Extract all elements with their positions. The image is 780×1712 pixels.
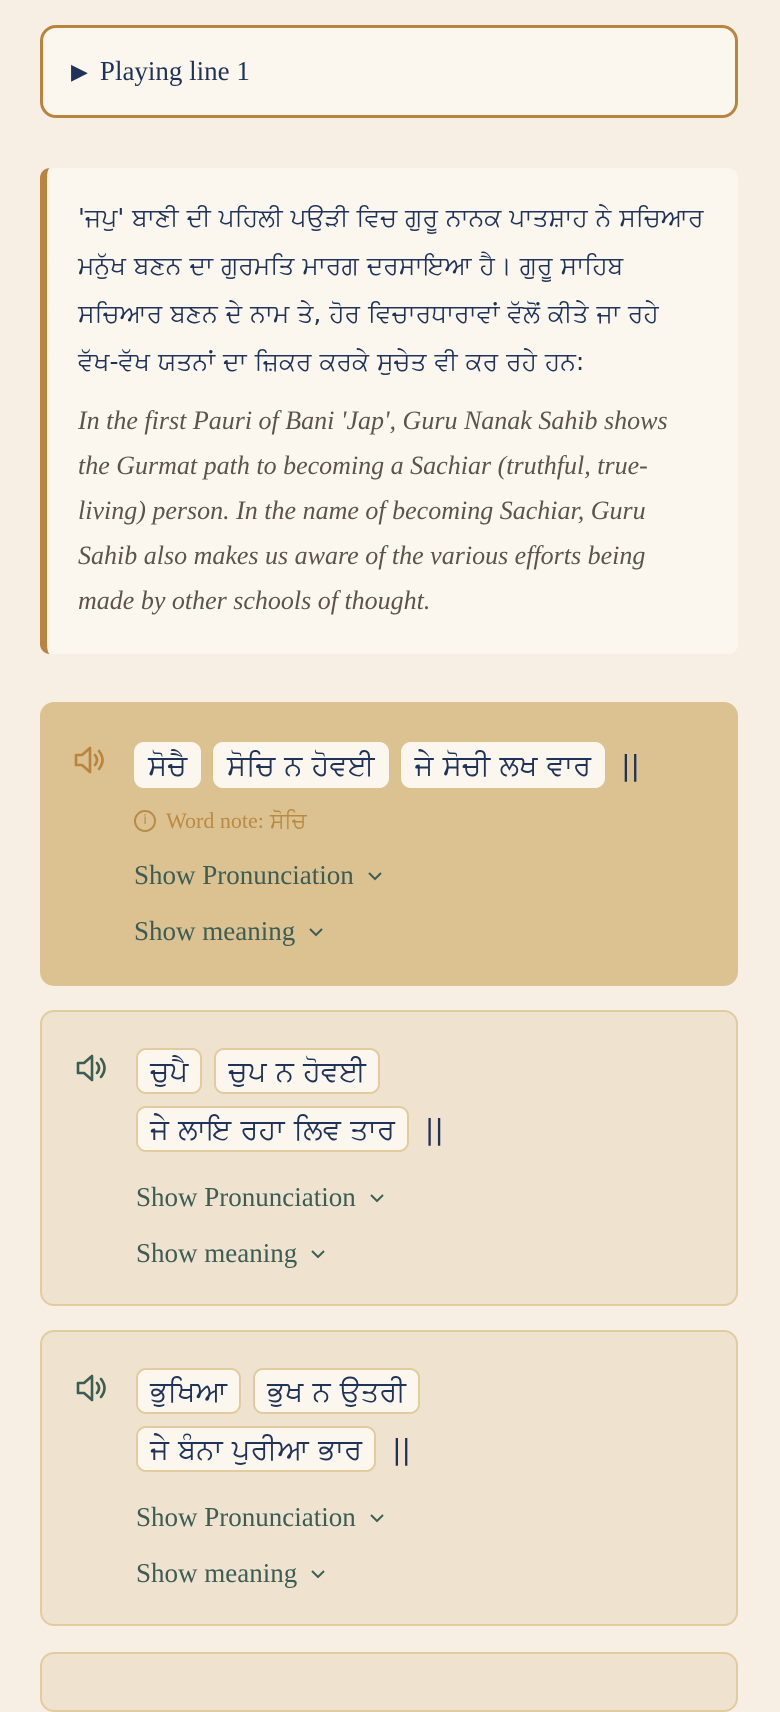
speaker-icon[interactable] [74, 1372, 110, 1404]
intro-english-text: In the first Pauri of Bani 'Jap', Guru Nanak Sahib shows the Gurmat path to becoming a Sachiar (truthful, true-living) person. In the name of becoming Sachiar, Guru Sahib also makes us aware of the various efforts being made by other schools of thought. [78, 406, 668, 615]
show-meaning-label: Show meaning [136, 1558, 298, 1588]
word-chip[interactable]: ਜੇ ਬੰਨਾ ਪੁਰੀਆ ਭਾਰ [136, 1426, 376, 1472]
line-card-4[interactable] [40, 1652, 738, 1712]
word-chip[interactable]: ਚੁਪੈ [136, 1048, 202, 1094]
line-end-mark: || [424, 1112, 444, 1146]
line-end-mark: || [621, 748, 640, 782]
word-note[interactable] [134, 808, 306, 834]
speaker-icon[interactable] [72, 744, 108, 776]
show-pronunciation-toggle[interactable] [136, 1182, 384, 1213]
chevron-down-icon [368, 871, 382, 881]
line-card-2[interactable] [40, 1010, 738, 1306]
show-pronunciation-toggle[interactable] [134, 860, 382, 891]
word-chip[interactable]: ਸੋਚਿ ਨ ਹੋਵਈ [213, 742, 389, 788]
now-playing-bar[interactable] [40, 25, 738, 118]
chevron-down-icon [309, 927, 323, 937]
word-chip[interactable]: ਜੇ ਸੋਚੀ ਲਖ ਵਾਰ [401, 742, 606, 788]
line-words [136, 1048, 536, 1152]
word-note-word: ਸੋਚਿ [269, 808, 307, 834]
line-card-3[interactable] [40, 1330, 738, 1626]
word-chip[interactable]: ਜੇ ਲਾਇ ਰਹਾ ਲਿਵ ਤਾਰ [136, 1106, 409, 1152]
speaker-icon[interactable] [74, 1052, 110, 1084]
word-chip[interactable]: ਭੁਖਿਆ [136, 1368, 241, 1414]
intro-punjabi-text: 'ਜਪੁ' ਬਾਣੀ ਦੀ ਪਹਿਲੀ ਪਉੜੀ ਵਿਚ ਗੁਰੂ ਨਾਨਕ ਪਾਤਸ਼ਾਹ ਨੇ ਸਚਿਆਰ ਮਨੁੱਖ ਬਣਨ ਦਾ ਗੁਰਮਤਿ ਮਾਰਗ ਦਰਸਾਇਆ ਹੈ। ਗੁਰੂ ਸਾਹਿਬ ਸਚਿਆਰ ਬਣਨ ਦੇ ਨਾਮ ਤੇ, ਹੋਰ ਵਿਚਾਰਧਾਰਾਵਾਂ ਵੱਲੋਂ ਕੀਤੇ ਜਾ ਰਹੇ ਵੱਖ-ਵੱਖ ਯਤਨਾਂ ਦਾ ਜ਼ਿਕਰ ਕਰਕੇ ਸੁਚੇਤ ਵੀ ਕਰ ਰਹੇ ਹਨ: [78, 203, 704, 376]
now-playing-label: Playing line 1 [99, 56, 250, 86]
word-chip[interactable]: ਚੁਪ ਨ ਹੋਵਈ [214, 1048, 380, 1094]
play-icon: ▶ [71, 58, 88, 84]
line-words [134, 742, 640, 788]
line-end-mark: || [392, 1432, 411, 1466]
chevron-down-icon [370, 1513, 384, 1523]
show-meaning-toggle[interactable] [136, 1558, 325, 1589]
word-note-label: Word note: [166, 808, 264, 833]
line-words [136, 1368, 556, 1472]
chevron-down-icon [370, 1193, 384, 1203]
show-meaning-label: Show meaning [136, 1238, 298, 1268]
pauri-intro [40, 168, 738, 654]
show-meaning-toggle[interactable] [136, 1238, 325, 1269]
chevron-down-icon [311, 1249, 325, 1259]
chevron-down-icon [311, 1569, 325, 1579]
word-chip[interactable]: ਸੋਚੈ [134, 742, 201, 788]
line-card-1[interactable] [40, 702, 738, 986]
show-pronunciation-label: Show Pronunciation [134, 860, 354, 890]
show-pronunciation-label: Show Pronunciation [136, 1502, 356, 1532]
show-meaning-label: Show meaning [134, 916, 296, 946]
show-meaning-toggle[interactable] [134, 916, 323, 947]
show-pronunciation-toggle[interactable] [136, 1502, 384, 1533]
word-chip[interactable]: ਭੁਖ ਨ ਉਤਰੀ [253, 1368, 420, 1414]
info-icon: i [134, 810, 156, 832]
show-pronunciation-label: Show Pronunciation [136, 1182, 356, 1212]
